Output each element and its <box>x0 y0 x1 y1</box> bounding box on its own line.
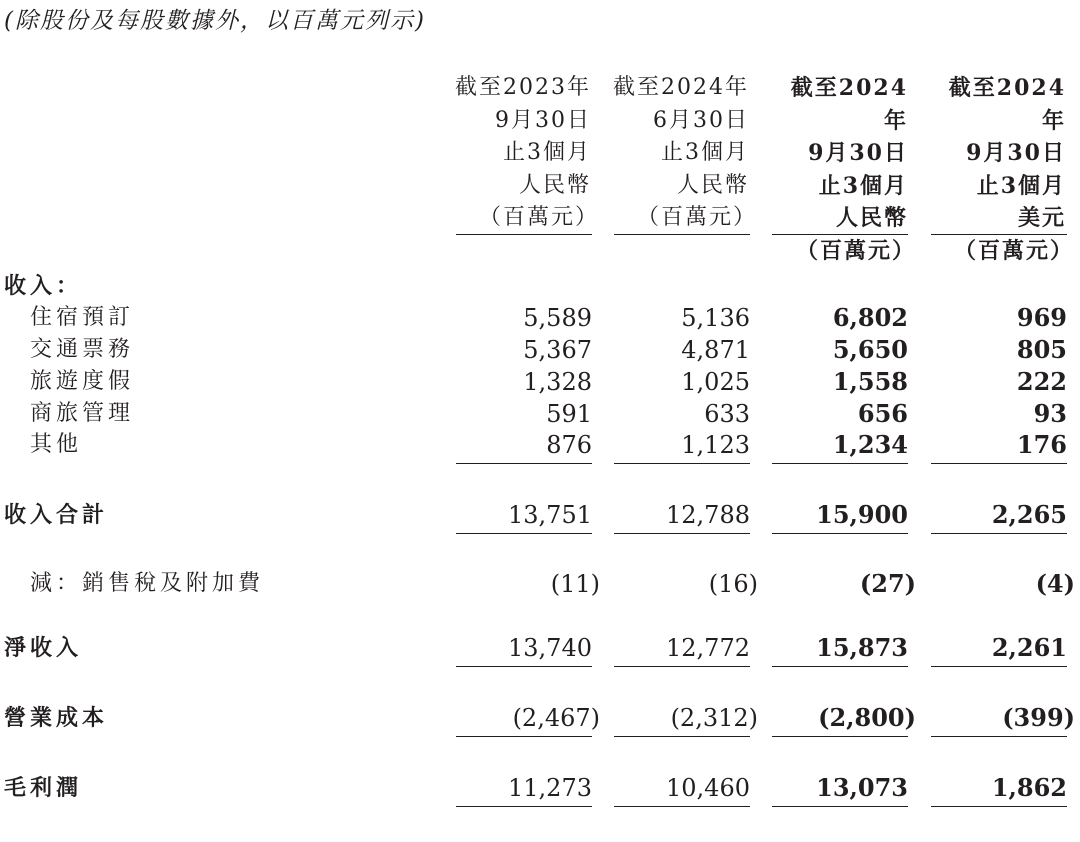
row-label: 旅遊度假 <box>30 369 135 394</box>
value-cell: 12,788 <box>666 501 750 529</box>
total-rule <box>456 736 592 737</box>
header-line: 9月30日 <box>808 140 908 166</box>
table-row <box>0 772 1080 804</box>
value-cell: (399) <box>1002 703 1075 732</box>
value-cell: 6,802 <box>832 303 908 332</box>
header-line: （百萬元） <box>478 205 599 230</box>
table-row <box>0 568 1080 600</box>
header-line: 9月30日 <box>966 140 1066 166</box>
value-cell: 1,862 <box>991 773 1067 802</box>
value-cell: (16) <box>708 570 758 598</box>
value-cell: 633 <box>704 400 750 428</box>
header-line: 截至2023年 <box>455 75 591 100</box>
header-line: 6月30日 <box>653 107 749 133</box>
total-rule <box>772 666 908 667</box>
row-label: 毛利潤 <box>4 775 83 801</box>
value-cell: 1,558 <box>832 367 908 396</box>
value-cell: (4) <box>1035 569 1075 598</box>
header-line: 人民幣 <box>676 172 749 198</box>
value-cell: 656 <box>857 399 908 428</box>
total-rule <box>931 533 1067 534</box>
header-line: 止3個月 <box>661 140 749 165</box>
subtotal-rule <box>931 463 1067 464</box>
row-label: 其他 <box>30 432 83 457</box>
value-cell: (2,312) <box>670 704 758 732</box>
value-cell: 805 <box>1016 335 1067 364</box>
value-cell: 11,273 <box>508 774 592 802</box>
header-line: 止3個月 <box>503 140 591 165</box>
total-rule <box>931 806 1067 807</box>
value-cell: 4,871 <box>681 336 750 364</box>
total-rule <box>772 806 908 807</box>
total-rule <box>772 533 908 534</box>
header-rule <box>456 234 592 235</box>
header-line: （百萬元） <box>636 205 757 230</box>
header-line: 人民幣 <box>518 172 591 198</box>
value-cell: 591 <box>546 400 592 428</box>
subtotal-rule <box>456 463 592 464</box>
header-line: （百萬元） <box>953 237 1074 264</box>
value-cell: 15,900 <box>816 500 908 529</box>
value-cell: 15,873 <box>816 633 908 662</box>
header-line: 止3個月 <box>818 172 908 199</box>
row-label: 營業成本 <box>4 705 109 731</box>
row-label: 商旅管理 <box>30 401 135 426</box>
header-line: 截至2024年 <box>790 75 908 134</box>
header-line: 9月30日 <box>495 107 591 133</box>
header-line: 人民幣 <box>835 205 908 231</box>
value-cell: 5,136 <box>681 304 750 332</box>
value-cell: 5,367 <box>523 336 592 364</box>
column-header-q2-2024 <box>609 72 757 235</box>
value-cell: (2,467) <box>512 704 600 732</box>
value-cell: 5,650 <box>832 335 908 364</box>
table-row <box>0 270 1080 302</box>
value-cell: 1,234 <box>832 430 908 459</box>
table-row <box>0 302 1080 334</box>
total-rule <box>931 736 1067 737</box>
value-cell: 222 <box>1016 367 1067 396</box>
total-rule <box>456 666 592 667</box>
value-cell: 10,460 <box>666 774 750 802</box>
column-header-q3-2024-rmb <box>768 72 916 267</box>
column-header-q3-2023 <box>451 72 599 235</box>
value-cell: (27) <box>859 569 916 598</box>
table-row <box>0 632 1080 664</box>
value-cell: 13,751 <box>508 501 592 529</box>
value-cell: 2,265 <box>991 500 1067 529</box>
total-rule <box>614 736 750 737</box>
header-line: 截至2024年 <box>613 75 749 100</box>
value-cell: (11) <box>550 570 600 598</box>
header-line: 美元 <box>1017 205 1066 231</box>
table-row <box>0 398 1080 430</box>
value-cell: 176 <box>1016 430 1067 459</box>
row-label: 住宿預訂 <box>30 305 135 330</box>
row-label: 收入合計 <box>4 502 109 528</box>
total-rule <box>614 666 750 667</box>
value-cell: 1,025 <box>681 368 750 396</box>
value-cell: 13,073 <box>816 773 908 802</box>
header-rule <box>772 234 908 235</box>
column-header-q3-2024-usd <box>926 72 1074 267</box>
value-cell: 1,328 <box>523 368 592 396</box>
total-rule <box>772 736 908 737</box>
total-rule <box>614 806 750 807</box>
subtotal-rule <box>614 463 750 464</box>
value-cell: 93 <box>1033 399 1067 428</box>
row-label: 淨收入 <box>4 635 83 661</box>
row-label: 交通票務 <box>30 337 135 362</box>
value-cell: 969 <box>1016 303 1067 332</box>
value-cell: 5,589 <box>523 304 592 332</box>
table-row <box>0 429 1080 461</box>
header-line: 止3個月 <box>976 172 1066 199</box>
total-rule <box>456 533 592 534</box>
unit-note: (除股份及每股數據外，以百萬元列示) <box>4 8 426 34</box>
table-row <box>0 366 1080 398</box>
total-rule <box>931 666 1067 667</box>
value-cell: 13,740 <box>508 634 592 662</box>
table-row <box>0 499 1080 531</box>
value-cell: 876 <box>546 431 592 459</box>
total-rule <box>456 806 592 807</box>
value-cell: 12,772 <box>666 634 750 662</box>
header-rule <box>931 234 1067 235</box>
total-rule <box>614 533 750 534</box>
header-line: 截至2024年 <box>948 75 1066 134</box>
table-row <box>0 334 1080 366</box>
header-rule <box>614 234 750 235</box>
row-label: 收入： <box>4 273 83 299</box>
header-line: （百萬元） <box>795 237 916 264</box>
row-label: 減：銷售稅及附加費 <box>30 571 265 596</box>
value-cell: (2,800) <box>818 703 916 732</box>
value-cell: 1,123 <box>681 431 750 459</box>
table-row <box>0 702 1080 734</box>
value-cell: 2,261 <box>991 633 1067 662</box>
subtotal-rule <box>772 463 908 464</box>
